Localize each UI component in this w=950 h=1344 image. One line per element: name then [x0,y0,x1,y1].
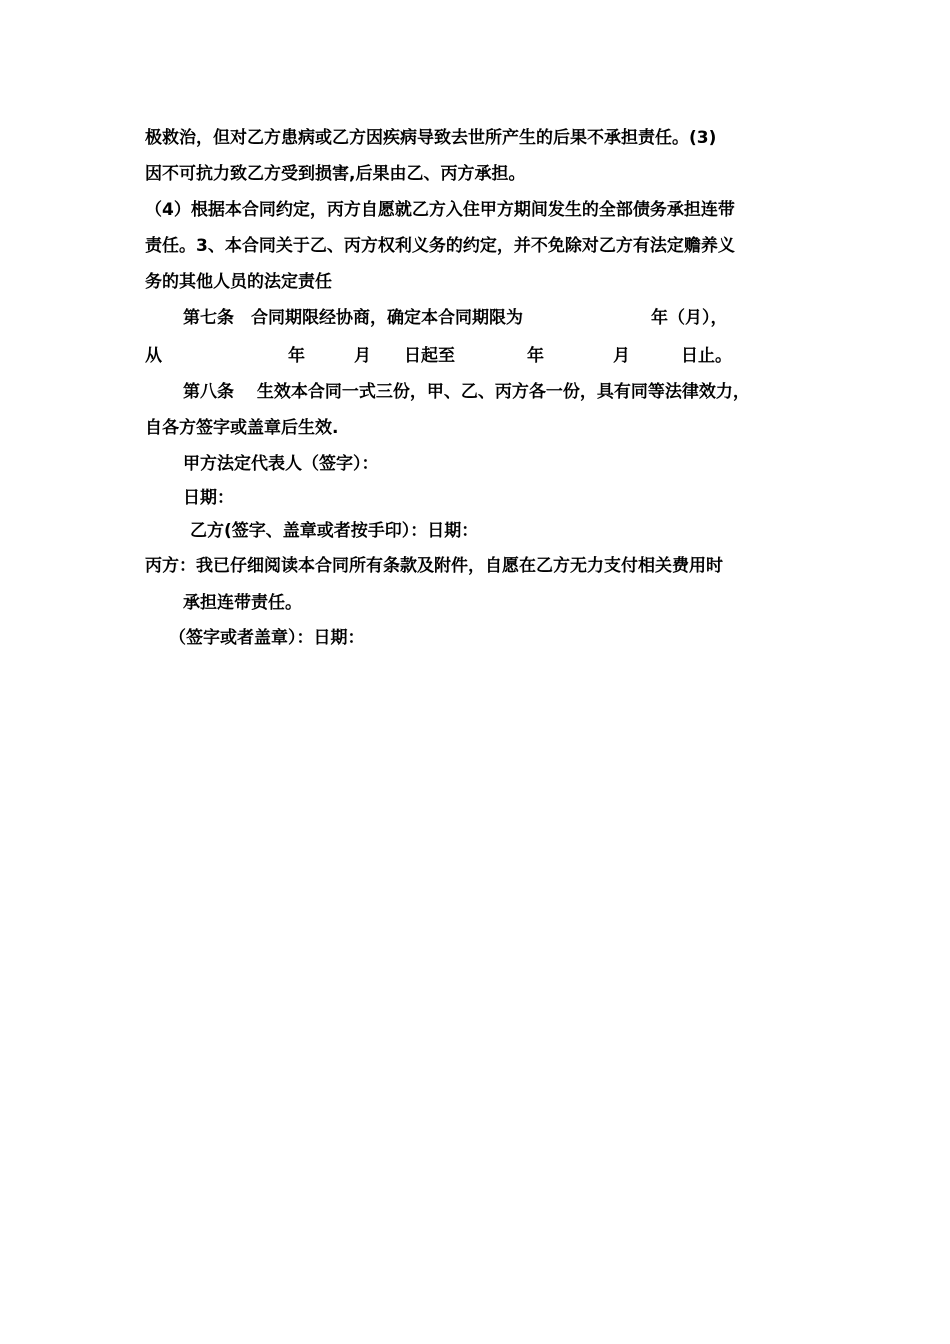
party-a-date: 日期： [183,488,234,508]
article-7-day-end: 日止。 [681,346,732,366]
party-a-signature: 甲方法定代表人（签字）： [183,454,379,474]
article-7-month-1: 月 [354,346,371,366]
article-7-year-month: 年（月）， [651,308,728,328]
article-7-month-2: 月 [613,346,630,366]
article-7-day-to: 日起至 [404,346,455,366]
paragraph-line-1: 极救治，但对乙方患病或乙方因疾病导致去世所产生的后果不承担责任。(3) [145,128,717,148]
article-7-year-1: 年 [288,346,305,366]
party-b-signature: 乙方(签字、盖章或者按手印）：日期： [190,521,479,541]
paragraph-line-2: 因不可抗力致乙方受到损害,后果由乙、丙方承担。 [145,164,526,184]
article-8-heading: 第八条 生效 [183,382,291,402]
article-7-year-2: 年 [527,346,544,366]
article-7-text: 经协商，确定本合同期限为 [319,308,523,328]
party-c-signature: （签字或者盖章）：日期： [169,628,365,648]
paragraph-line-4: 责任。3、本合同关于乙、丙方权利义务的约定，并不免除对乙方有法定赡养义 [145,236,735,256]
paragraph-line-5: 务的其他人员的法定责任 [145,272,332,292]
paragraph-line-3: （4）根据本合同约定，丙方自愿就乙方入住甲方期间发生的全部债务承担连带 [145,200,735,220]
party-c-statement-2: 承担连带责任。 [183,593,302,613]
article-7-heading: 第七条 合同期限 [183,308,319,328]
article-7-line [183,307,523,329]
party-c-statement: 丙方：我已仔细阅读本合同所有条款及附件，自愿在乙方无力支付相关费用时 [145,556,723,576]
article-8-text-2: 自各方签字或盖章后生效. [145,418,339,438]
article-8-text: 本合同一式三份，甲、乙、丙方各一份，具有同等法律效力， [290,382,750,402]
article-7-from: 从 [145,346,162,366]
article-8-line [183,381,750,403]
